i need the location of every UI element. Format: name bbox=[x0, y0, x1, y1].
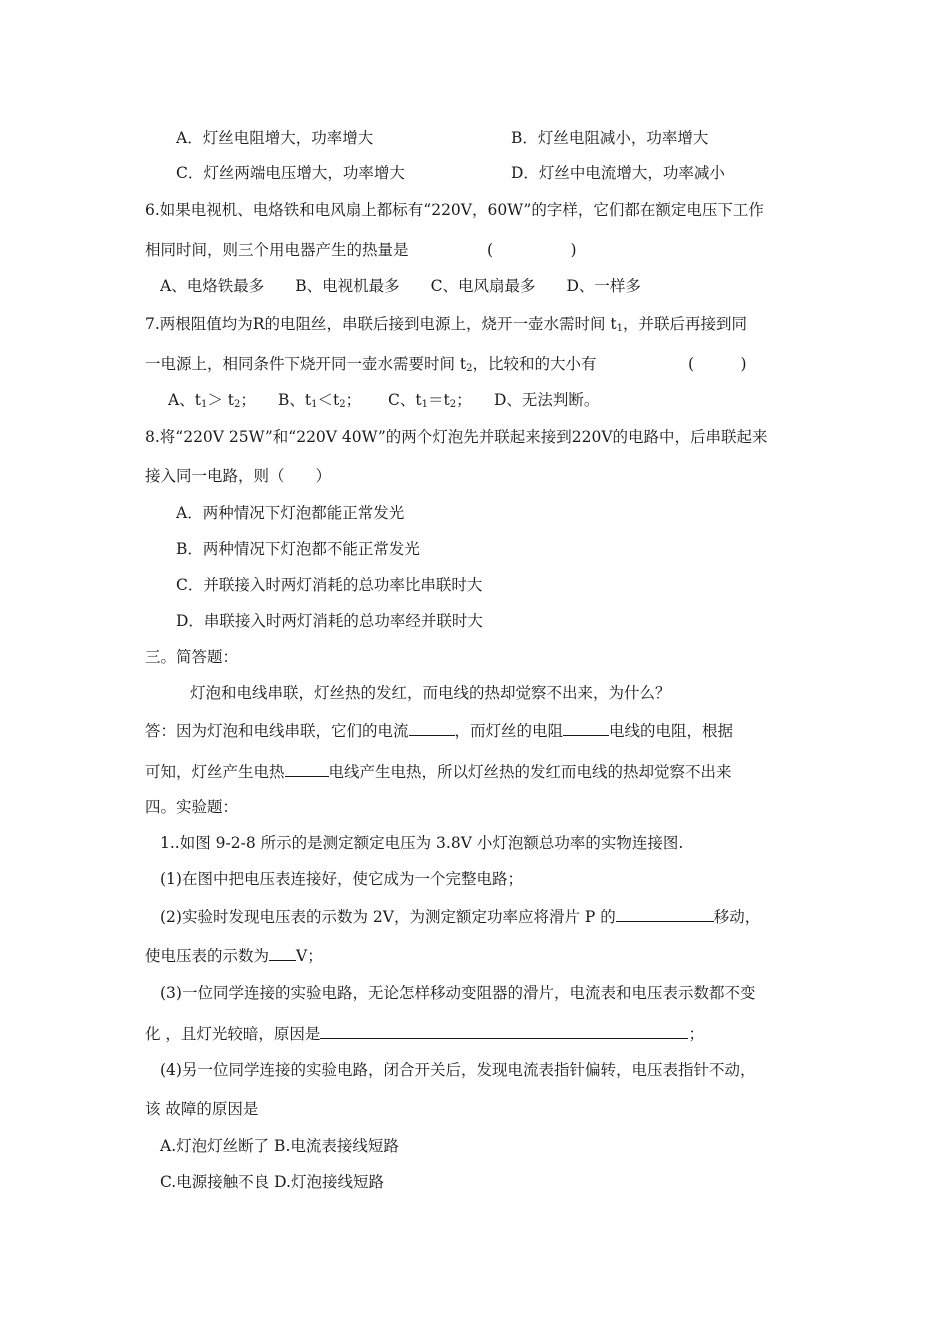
section3-heading: 三。简答题： bbox=[145, 648, 239, 666]
section4-part3-line1: (3)一位同学连接的实验电路，无论怎样移动变阻器的滑片，电流表和电压表示数都不变 bbox=[160, 984, 756, 1002]
q7-opt-b-text: B、t bbox=[278, 391, 312, 409]
section4-intro: 1..如图 9-2-8 所示的是测定额定电压为 3.8V 小灯泡额总功率的实物连接图. bbox=[160, 834, 684, 852]
q7-opt-a-rel: ＞ t bbox=[207, 391, 234, 409]
q7-opt-a-sub1: 1 bbox=[200, 399, 208, 410]
blank-reason[interactable] bbox=[320, 1023, 688, 1039]
q6-stem-line1: 6.如果电视机、电烙铁和电风扇上都标有“220V，60W”的字样，它们都在额定电压下工作 bbox=[145, 201, 764, 219]
section3-question: 灯泡和电线串联，灯丝热的发红，而电线的热却觉察不出来，为什么？ bbox=[190, 684, 671, 702]
q7-opt-b-end: ； bbox=[345, 391, 362, 409]
part2-text-b: 移动， bbox=[713, 908, 761, 926]
q7-opt-c-end: ； bbox=[456, 391, 472, 409]
q7-opt-a-sub2: 2 bbox=[233, 399, 241, 410]
blank-voltage-value[interactable] bbox=[269, 945, 296, 961]
q8-option-d: D．串联接入时两灯消耗的总功率经并联时大 bbox=[176, 612, 483, 630]
q7-sub-1: 1 bbox=[616, 323, 623, 334]
q6-stem-line2: 相同时间，则三个用电器产生的热量是 bbox=[145, 241, 409, 259]
q7-option-d: D、无法判断。 bbox=[494, 391, 600, 409]
answer2-text-b: 电线产生电热，所以灯丝热的发红而电线的热却觉察不出来 bbox=[328, 763, 732, 781]
q7-answer-paren: ( ) bbox=[688, 355, 747, 373]
section4-part4-line2: 该 故障的原因是 bbox=[145, 1100, 259, 1118]
section4-part2-line1 bbox=[160, 906, 760, 927]
q7-option-b bbox=[278, 390, 361, 410]
section4-options-cd: C.电源接触不良 D.灯泡接线短路 bbox=[160, 1173, 384, 1191]
q5-option-a: A．灯丝电阻增大，功率增大 bbox=[176, 129, 374, 147]
q5-option-b: B．灯丝电阻减小，功率增大 bbox=[511, 129, 709, 147]
answer1-text-c: 电线的电阻，根据 bbox=[609, 722, 734, 740]
q5-option-d: D．灯丝中电流增大，功率减小 bbox=[511, 164, 725, 182]
section4-options-ab: A.灯泡灯丝断了 B.电流表接线短路 bbox=[160, 1137, 399, 1155]
section3-answer-line2 bbox=[145, 761, 732, 782]
q7-opt-a-end: ； bbox=[240, 391, 256, 409]
q7-opt-c-rel: ＝t bbox=[427, 391, 450, 409]
part2-text-a: (2)实验时发现电压表的示数为 2V，为测定额定功率应将滑片 P 的 bbox=[160, 908, 616, 926]
q5-option-c: C．灯丝两端电压增大，功率增大 bbox=[176, 164, 405, 182]
q7-sub-2: 2 bbox=[466, 363, 473, 374]
q8-stem-line2: 接入同一电路，则（ ） bbox=[145, 467, 332, 485]
q8-stem-line1: 8.将“220V 25W”和“220V 40W”的两个灯泡先并联起来接到220V的电路中，后串联起来 bbox=[145, 428, 768, 446]
q7-stem-line2 bbox=[145, 354, 597, 374]
blank-current[interactable] bbox=[409, 720, 455, 736]
section3-answer-line1 bbox=[145, 720, 733, 741]
q6-options: A、电烙铁最多 B、电视机最多 C、电风扇最多 D、一样多 bbox=[160, 277, 641, 295]
q7-option-c bbox=[388, 390, 472, 410]
q8-option-b: B．两种情况下灯泡都不能正常发光 bbox=[176, 540, 420, 558]
q7-option-a bbox=[168, 390, 256, 410]
section4-part1: (1)在图中把电压表连接好，使它成为一个完整电路； bbox=[160, 870, 523, 888]
section4-part2-line2 bbox=[145, 945, 323, 966]
section4-part3-line2 bbox=[145, 1023, 704, 1044]
q7-line2-text: 一电源上，相同条件下烧开同一壶水需要时间 t bbox=[145, 355, 467, 373]
q7-line2-rest: ，比较和的大小有 bbox=[472, 355, 597, 373]
section4-part4-line1: (4)另一位同学连接的实验电路，闭合开关后，发现电流表指针偏转，电压表指针不动， bbox=[160, 1061, 756, 1079]
q7-opt-c-sub1: 1 bbox=[421, 399, 428, 410]
blank-heat-compare[interactable] bbox=[285, 761, 329, 777]
section4-heading: 四。实验题： bbox=[145, 798, 239, 816]
q7-stem-line1 bbox=[145, 314, 747, 334]
answer1-text-a: 答：因为灯泡和电线串联，它们的电流 bbox=[145, 722, 409, 740]
q7-line1-text: 7.两根阻值均为R的电阻丝，串联后接到电源上，烧开一壶水需时间 t bbox=[145, 315, 617, 333]
part3-text-c: ； bbox=[688, 1025, 704, 1043]
q7-line1-rest: ，并联后再接到同 bbox=[623, 315, 748, 333]
q6-answer-paren: ( ) bbox=[487, 241, 577, 259]
q7-opt-a-text: A、t bbox=[168, 391, 201, 409]
part3-text-b: 化 ，且灯光较暗，原因是 bbox=[145, 1025, 321, 1043]
q7-opt-c-text: C、t bbox=[388, 391, 422, 409]
answer1-text-b: ，而灯丝的电阻 bbox=[454, 722, 564, 740]
part2-text-c: 使电压表的示数为 bbox=[145, 947, 270, 965]
q7-opt-c-sub2: 2 bbox=[449, 399, 457, 410]
part2-text-d: V； bbox=[296, 947, 323, 965]
q7-opt-b-rel: ＜t bbox=[317, 391, 340, 409]
blank-slider-direction[interactable] bbox=[616, 906, 714, 922]
answer2-text-a: 可知，灯丝产生电热 bbox=[145, 763, 285, 781]
q8-option-a: A．两种情况下灯泡都能正常发光 bbox=[176, 504, 405, 522]
q7-opt-b-sub1: 1 bbox=[311, 399, 318, 410]
q7-opt-b-sub2: 2 bbox=[339, 399, 346, 410]
blank-resistance[interactable] bbox=[563, 720, 609, 736]
q8-option-c: C．并联接入时两灯消耗的总功率比串联时大 bbox=[176, 576, 483, 594]
